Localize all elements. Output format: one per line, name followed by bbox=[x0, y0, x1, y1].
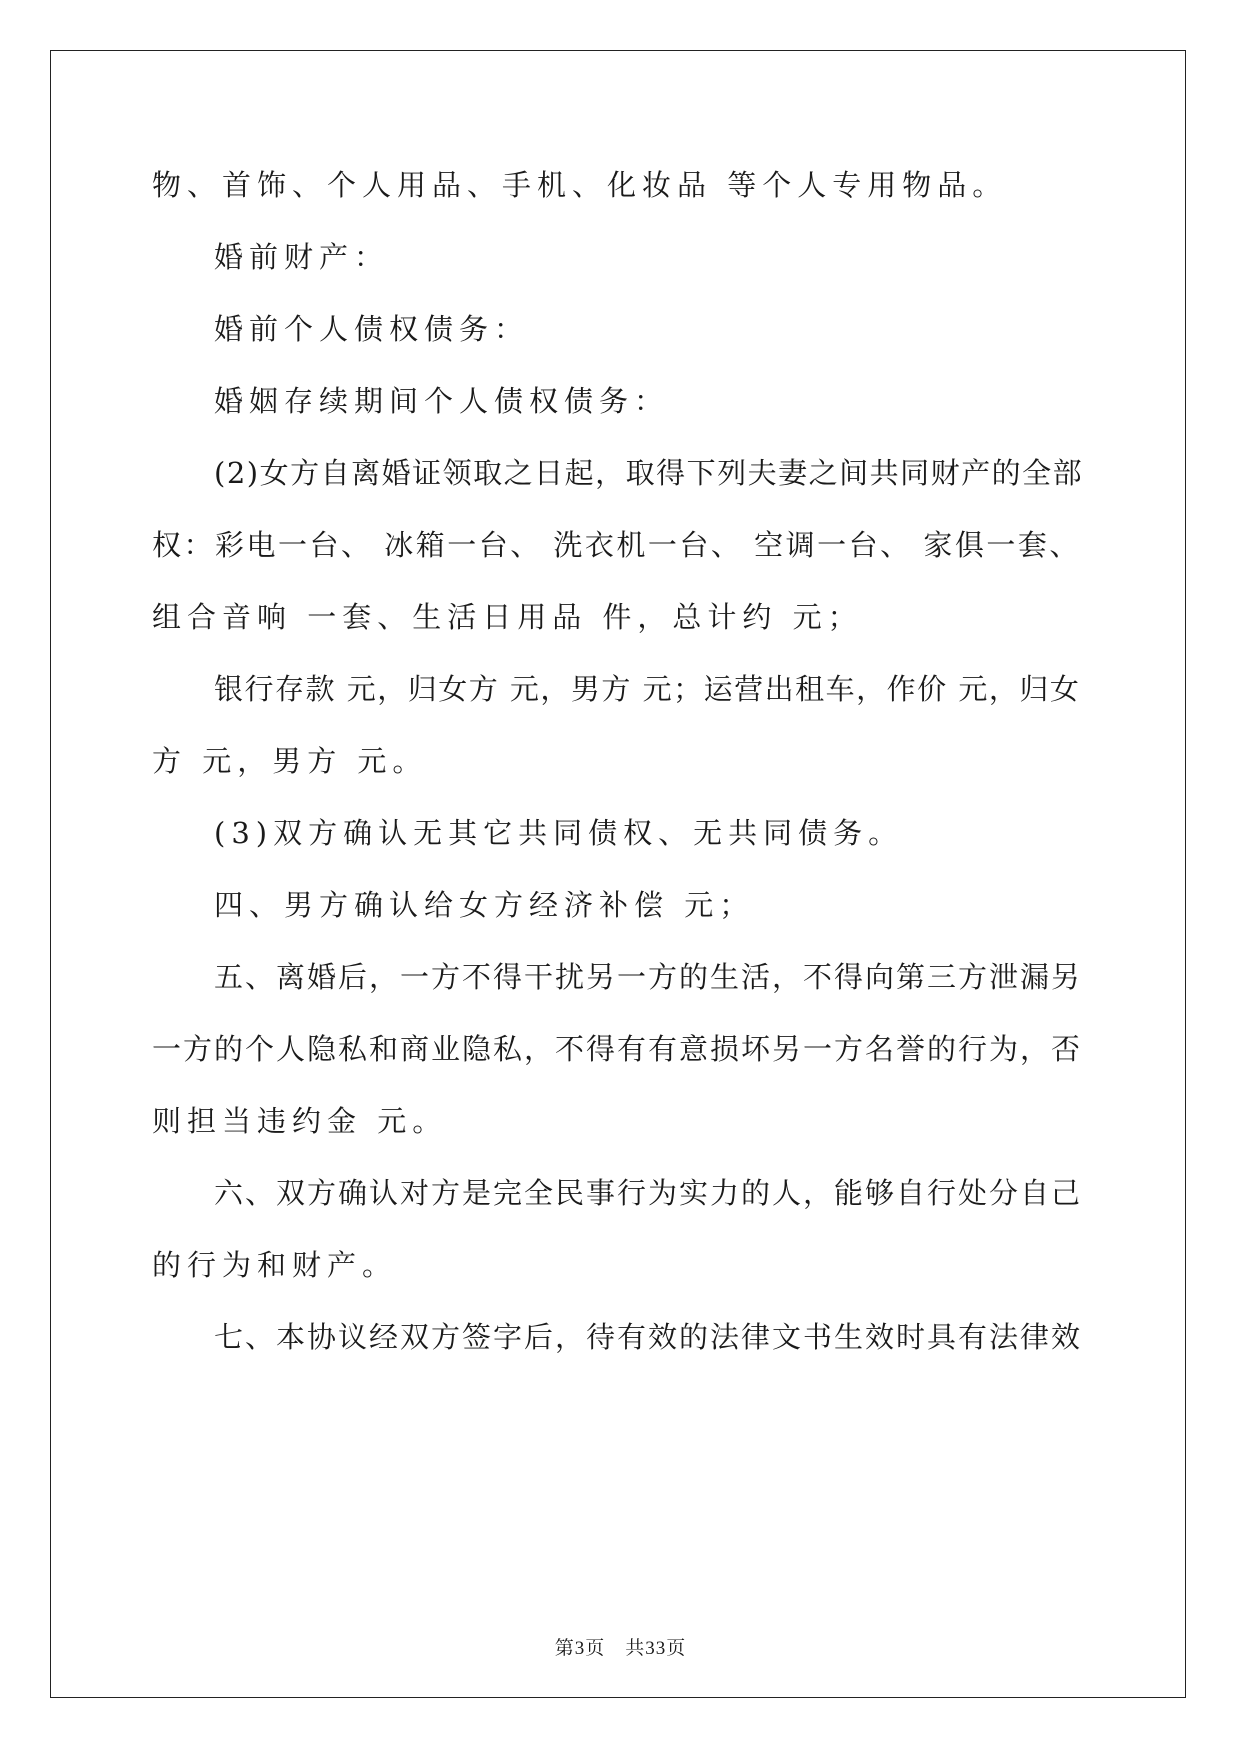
text-line-11: 四、男方确认给女方经济补偿 元； bbox=[214, 888, 755, 922]
text-line-1: 物、首饰、个人用品、手机、化妆品 等个人专用物品。 bbox=[152, 168, 1008, 202]
page-border bbox=[50, 50, 1186, 1698]
text-line-4: 婚姻存续期间个人债权债务： bbox=[214, 384, 670, 418]
text-line-17: 七、本协议经双方签字后，待有效的法律文书生效时具有法律效 bbox=[214, 1320, 1083, 1354]
page-number-footer: 第3页 共33页 bbox=[554, 1638, 687, 1659]
text-line-14: 则担当违约金 元。 bbox=[152, 1104, 448, 1138]
text-line-3: 婚前个人债权债务： bbox=[214, 312, 530, 346]
text-line-15: 六、双方确认对方是完全民事行为实力的人，能够自行处分自己 bbox=[214, 1176, 1083, 1210]
text-line-13: 一方的个人隐私和商业隐私，不得有有意损坏另一方名誉的行为，否 bbox=[152, 1032, 1083, 1066]
text-line-10: (3)双方确认无其它共同债权、无共同债务。 bbox=[214, 816, 904, 850]
text-line-9: 方 元，男方 元。 bbox=[152, 744, 428, 778]
text-line-8: 银行存款 元，归女方 元，男方 元；运营出租车，作价 元，归女 bbox=[214, 672, 1081, 706]
text-line-7: 组合音响 一套、生活日用品 件，总计约 元； bbox=[152, 600, 863, 634]
text-line-6: 权：彩电一台、 冰箱一台、 洗衣机一台、 空调一台、 家俱一套、 bbox=[152, 528, 1081, 562]
text-line-2: 婚前财产： bbox=[214, 240, 390, 274]
text-line-16: 的行为和财产。 bbox=[152, 1248, 398, 1282]
text-line-5: (2)女方自离婚证领取之日起，取得下列夫妻之间共同财产的全部 bbox=[214, 456, 1084, 490]
text-line-12: 五、离婚后，一方不得干扰另一方的生活，不得向第三方泄漏另 bbox=[214, 960, 1083, 994]
